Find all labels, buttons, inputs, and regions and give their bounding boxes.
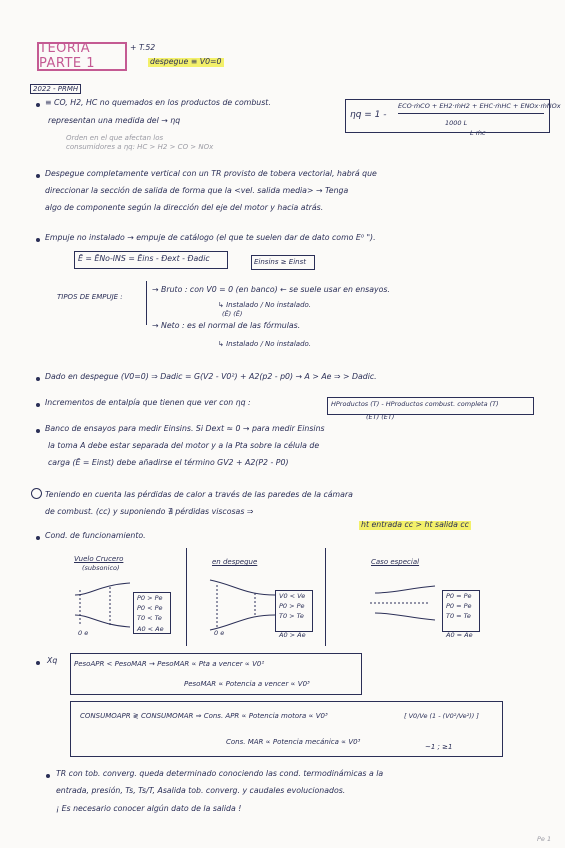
- bullet: [36, 238, 40, 242]
- diagram-separator: [325, 548, 326, 646]
- formula-numerator: ECO·ṁCO + EH2·ṁH2 + EHC·ṁHC + ENOx·ṁNOx: [398, 102, 561, 110]
- bullet: [36, 377, 40, 381]
- formula-denominator-2: L ṁc: [470, 129, 486, 137]
- condition-line: A0 > Ae: [279, 631, 306, 639]
- condition-line: A0 = Ae: [446, 631, 473, 639]
- text-line: ↳ Instalado / No instalado.: [218, 301, 312, 309]
- diagram-title: en despegue: [212, 558, 258, 566]
- nozzle-sketch: [370, 578, 440, 628]
- text-line: direccionar la sección de salida de forma que la <vel. salida media> → Tenga: [45, 186, 349, 195]
- year-tag: 2022 - PRMH: [30, 84, 81, 94]
- enthalpy-box-text: HProductos (T) - HProductos combust. completa (T): [331, 400, 499, 408]
- condition-line: T0 < Te: [137, 614, 162, 622]
- condition-line: T0 > Te: [279, 612, 304, 620]
- fraction-line: [398, 113, 544, 114]
- text-line: Empuje no instalado → empuje de catálogo (el que te suelen dar de dato como E⁰ ").: [45, 233, 376, 242]
- text-line: consumidores a ηq: HC > H2 > CO > NOx: [66, 143, 214, 151]
- bullet: [36, 536, 40, 540]
- diagram-title: Caso especial: [371, 558, 420, 566]
- text-line: Orden en el que afectan los: [66, 134, 164, 142]
- plus-reference: + T.52: [130, 43, 156, 52]
- enthalpy-box-marks: (ET) (ET): [366, 413, 395, 421]
- text-line: Despegue completamente vertical con un TR provisto de tobera vectorial, habrá que: [45, 169, 377, 178]
- brace: [146, 281, 147, 325]
- text-line: Incrementos de entalpía que tienen que ver con ηq :: [45, 398, 251, 407]
- condition-line: P0 < Pe: [137, 604, 163, 612]
- circle-bullet: [31, 488, 42, 499]
- bullet: [46, 774, 50, 778]
- condition-line: T0 = Te: [446, 612, 471, 620]
- condition-line: A0 < Ae: [137, 625, 164, 633]
- bullet: [36, 103, 40, 107]
- text-line: entrada, presión, Ts, Ts/T, Asalida tob. converg. y caudales evolucionados.: [56, 786, 346, 795]
- text-line: representan una medida del → ηq: [48, 116, 181, 125]
- text-line: ~1 ; ≥1: [425, 743, 453, 751]
- highlighted-inequality: ht entrada cc > ht salida cc: [361, 520, 469, 529]
- xq-label: Xq: [47, 656, 58, 665]
- text-line: la toma A debe estar separada del motor y a la Pta sobre la célula de: [48, 441, 320, 450]
- condition-line: P0 = Pe: [446, 592, 472, 600]
- text-line: → Neto : es el normal de las fórmulas.: [152, 321, 301, 330]
- formula-denominator: 1000 L: [445, 119, 468, 127]
- text-line: algo de componente según la dirección del eje del motor y hacia atrás.: [45, 203, 324, 212]
- page-title: TEORIA PARTE 1: [37, 42, 127, 71]
- bracket-expression: [ V0/Ve (1 - (V0²/Ve²)) ]: [404, 712, 479, 720]
- text-line: Banco de ensayos para medir Einsins. Si Dext ≈ 0 → para medir Einsins: [45, 424, 325, 433]
- text-line: ≡ CO, H2, HC no quemados en los productos de combust.: [45, 98, 271, 107]
- page-number: Pe 1: [537, 835, 552, 843]
- condition-line: P0 > Pe: [137, 594, 163, 602]
- bullet: [36, 429, 40, 433]
- text-line: PesoAPR < PesoMAR → PesoMAR ∝ Pta a vencer ∝ V0²: [74, 660, 265, 668]
- tipos-label: TIPOS DE EMPUJE :: [57, 293, 123, 301]
- diagram-subtitle: (subsonico): [82, 564, 120, 572]
- highlighted-note: despegue ≡ V0=0: [150, 57, 222, 66]
- formula-lhs: ηq = 1 -: [350, 110, 387, 120]
- text-line: → Bruto : con V0 = 0 (en banco) ← se suele usar en ensayos.: [152, 285, 390, 294]
- text-line: Teniendo en cuenta las pérdidas de calor a través de las paredes de la cámara: [45, 490, 353, 499]
- text-line: de combust. (cc) y suponiendo ∄ pérdidas viscosas ⇒: [45, 507, 254, 516]
- axis-label: 0 e: [214, 629, 225, 637]
- text-line: TR con tob. converg. queda determinado conociendo las cond. termodinámicas a la: [56, 769, 384, 778]
- diagram-separator: [186, 548, 187, 646]
- text-line: (Ē) (Ē): [222, 310, 243, 318]
- text-line: ¡ Es necesario conocer algún dato de la salida !: [56, 804, 242, 813]
- bullet: [36, 174, 40, 178]
- text-line: carga (Ē = Einst) debe añadirse el término GV2 + A2(P2 - P0): [48, 458, 289, 467]
- text-line: ↳ Instalado / No instalado.: [218, 340, 312, 348]
- bullet: [36, 661, 40, 665]
- text-line: Cond. de funcionamiento.: [45, 531, 146, 540]
- thrust-formula: Ē = ĒNo-INS = Ēins - Ðext - Ðadic: [78, 254, 210, 263]
- text-line: PesoMAR ∝ Potencia a vencer ∝ V0³: [184, 680, 310, 688]
- text-line: Cons. MAR ∝ Potencia mecánica ∝ V0³: [226, 738, 361, 746]
- bullet: [36, 403, 40, 407]
- condition-line: P0 = Pe: [446, 602, 472, 610]
- condition-line: V0 < Ve: [279, 592, 306, 600]
- thrust-inequality: Einsins ≥ Einst: [254, 258, 306, 266]
- axis-label: 0 e: [78, 629, 89, 637]
- condition-line: P0 > Pe: [279, 602, 305, 610]
- diagram-title: Vuelo Crucero: [74, 555, 124, 563]
- text-line: CONSUMOAPR ≷ CONSUMOMAR ⇒ Cons. APR ∝ Potencia motora ∝ V0³: [80, 712, 328, 720]
- text-line: Dado en despegue (V0=0) ⇒ Dadic = G(V2 - V0²) + A2(p2 - p0) → A > Ae ⇒ > Dadic.: [45, 372, 377, 381]
